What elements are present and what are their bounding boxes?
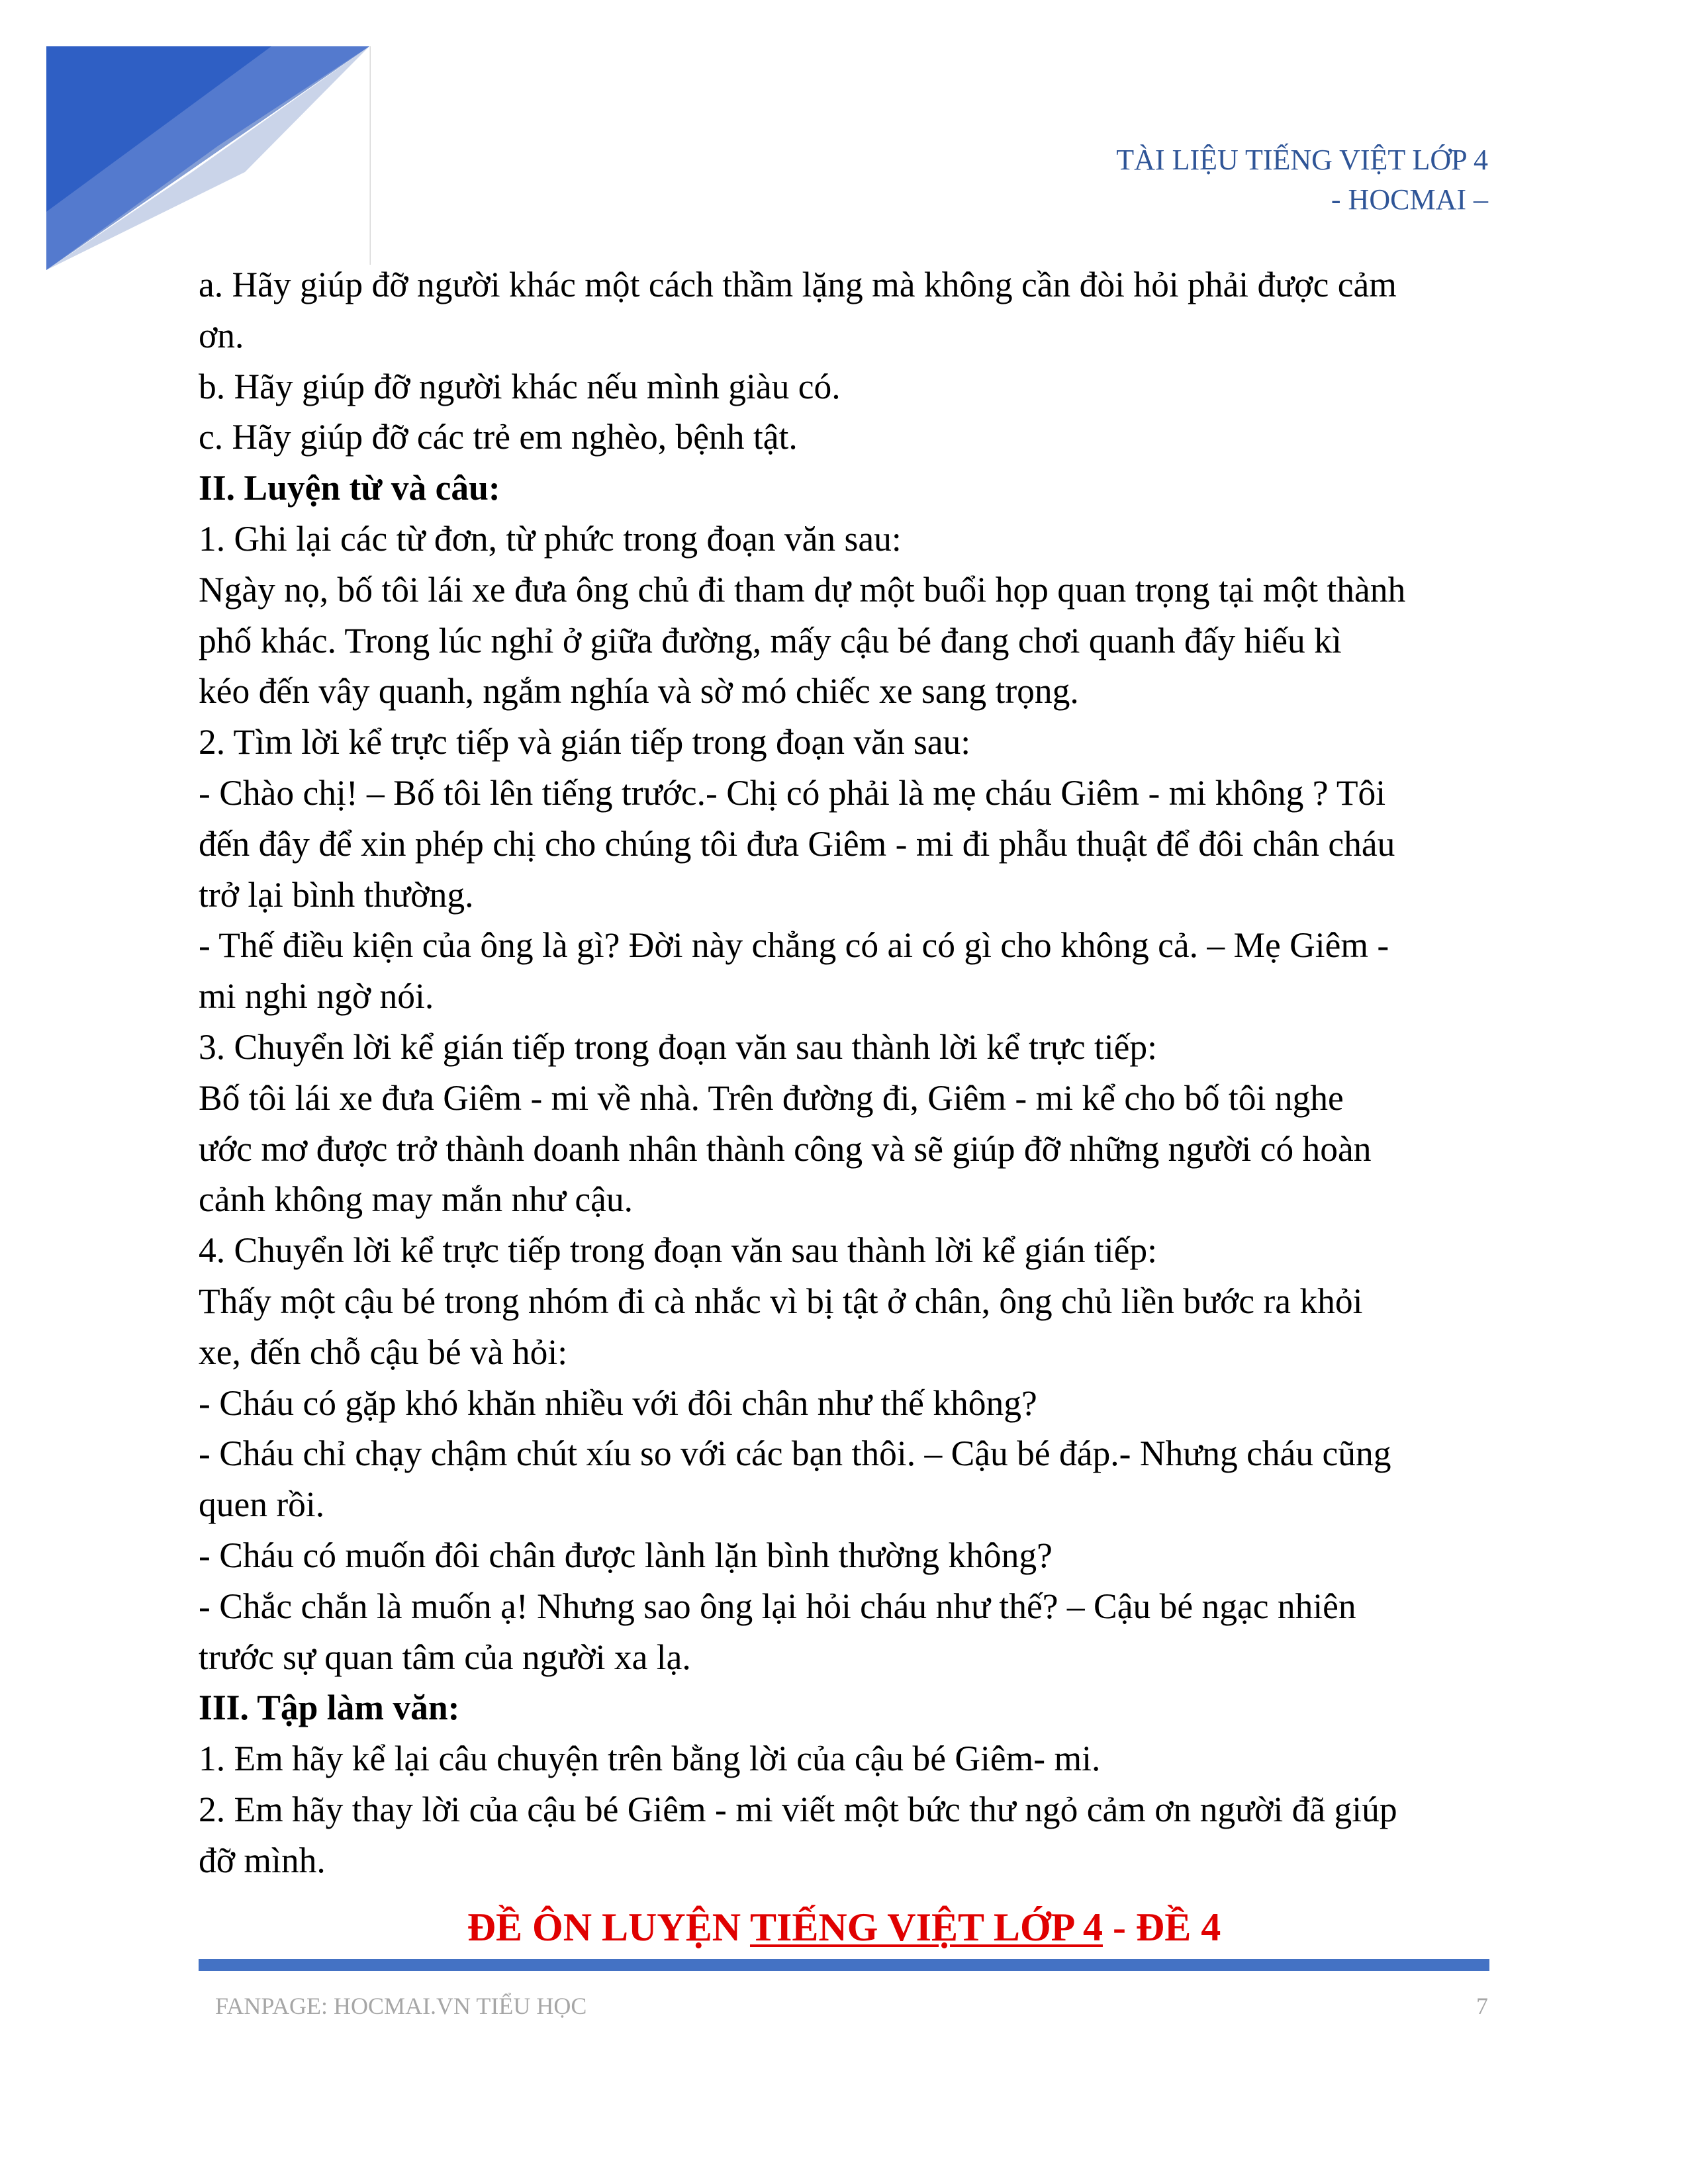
question-4-text: quen rồi. [199, 1484, 325, 1525]
question-4-text: - Cháu có gặp khó khăn nhiều với đôi chân như thế không? [199, 1383, 1037, 1423]
writing-task-1: 1. Em hãy kể lại câu chuyện trên bằng lời của cậu bé Giêm- mi. [199, 1739, 1101, 1779]
question-1-text: kéo đến vây quanh, ngắm nghía và sờ mó chiếc xe sang trọng. [199, 671, 1079, 711]
option-c: c. Hãy giúp đỡ các trẻ em nghèo, bệnh tật. [199, 417, 798, 457]
question-4-text: trước sự quan tâm của người xa lạ. [199, 1637, 691, 1677]
question-2-text: trở lại bình thường. [199, 874, 474, 915]
writing-task-2: 2. Em hãy thay lời của cậu bé Giêm - mi viết một bức thư ngỏ cảm ơn người đã giúp [199, 1789, 1397, 1829]
header-subtitle: - HOCMAI – [1331, 183, 1488, 216]
question-4: 4. Chuyển lời kể trực tiếp trong đoạn văn sau thành lời kể gián tiếp: [199, 1230, 1158, 1271]
document-body [199, 259, 1489, 1886]
document-header [1116, 140, 1488, 220]
question-3-text: Bố tôi lái xe đưa Giêm - mi về nhà. Trên đường đi, Giêm - mi kể cho bố tôi nghe [199, 1077, 1344, 1118]
question-4-text: Thấy một cậu bé trong nhóm đi cà nhắc vì bị tật ở chân, ông chủ liền bước ra khỏi [199, 1281, 1363, 1321]
question-1-text: phố khác. Trong lúc nghỉ ở giữa đường, mấy cậu bé đang chơi quanh đấy hiếu kì [199, 620, 1342, 660]
exam-title-prefix: ĐỀ ÔN LUYỆN [467, 1905, 750, 1949]
option-b: b. Hãy giúp đỡ người khác nếu mình giàu có. [199, 366, 841, 406]
section-heading-tap-lam-van: III. Tập làm văn: [199, 1688, 460, 1728]
question-4-text: xe, đến chỗ cậu bé và hỏi: [199, 1332, 568, 1372]
question-2-text: đến đây để xin phép chị cho chúng tôi đưa Giêm - mi đi phẫu thuật để đôi chân cháu [199, 823, 1395, 864]
writing-task-2: đỡ mình. [199, 1840, 326, 1880]
option-a-line1: a. Hãy giúp đỡ người khác một cách thầm lặng mà không cần đòi hỏi phải được cảm [199, 265, 1397, 304]
footer-fanpage: FANPAGE: HOCMAI.VN TIỂU HỌC [215, 1993, 587, 2019]
exam-title [199, 1901, 1489, 1954]
question-3-text: cảnh không may mắn như cậu. [199, 1179, 633, 1220]
page-number: 7 [1476, 1993, 1488, 2019]
question-2-text: - Chào chị! – Bố tôi lên tiếng trước.- Chị có phải là mẹ cháu Giêm - mi không ? Tôi [199, 772, 1386, 813]
question-2: 2. Tìm lời kể trực tiếp và gián tiếp trong đoạn văn sau: [199, 722, 971, 762]
exam-title-suffix: - ĐỀ 4 [1102, 1905, 1221, 1949]
question-4-text: - Cháu chỉ chạy chậm chút xíu so với các bạn thôi. – Cậu bé đáp.- Nhưng cháu cũng [199, 1433, 1391, 1474]
header-title: TÀI LIỆU TIẾNG VIỆT LỚP 4 [1116, 144, 1488, 176]
question-4-text: - Cháu có muốn đôi chân được lành lặn bình thường không? [199, 1535, 1053, 1575]
question-3-text: ước mơ được trở thành doanh nhân thành công và sẽ giúp đỡ những người có hoàn [199, 1128, 1372, 1169]
exam-title-subject: TIẾNG VIỆT LỚP 4 [749, 1905, 1103, 1949]
question-2-text: mi nghi ngờ nói. [199, 976, 434, 1017]
question-1-text: Ngày nọ, bố tôi lái xe đưa ông chủ đi tham dự một buổi họp quan trọng tại một thành [199, 569, 1406, 610]
footer-divider [199, 1959, 1489, 1971]
question-4-text: - Chắc chắn là muốn ạ! Nhưng sao ông lại hỏi cháu như thế? – Cậu bé ngạc nhiên [199, 1586, 1356, 1626]
question-3: 3. Chuyển lời kể gián tiếp trong đoạn văn sau thành lời kể trực tiếp: [199, 1026, 1158, 1067]
question-2-text: - Thế điều kiện của ông là gì? Đời này chẳng có ai có gì cho không cả. – Mẹ Giêm - [199, 925, 1389, 966]
section-heading-luyen-tu-va-cau: II. Luyện từ và câu: [199, 468, 500, 508]
corner-decoration [46, 46, 371, 271]
question-1: 1. Ghi lại các từ đơn, từ phức trong đoạn văn sau: [199, 518, 902, 559]
option-a-line2: ơn. [199, 315, 244, 355]
